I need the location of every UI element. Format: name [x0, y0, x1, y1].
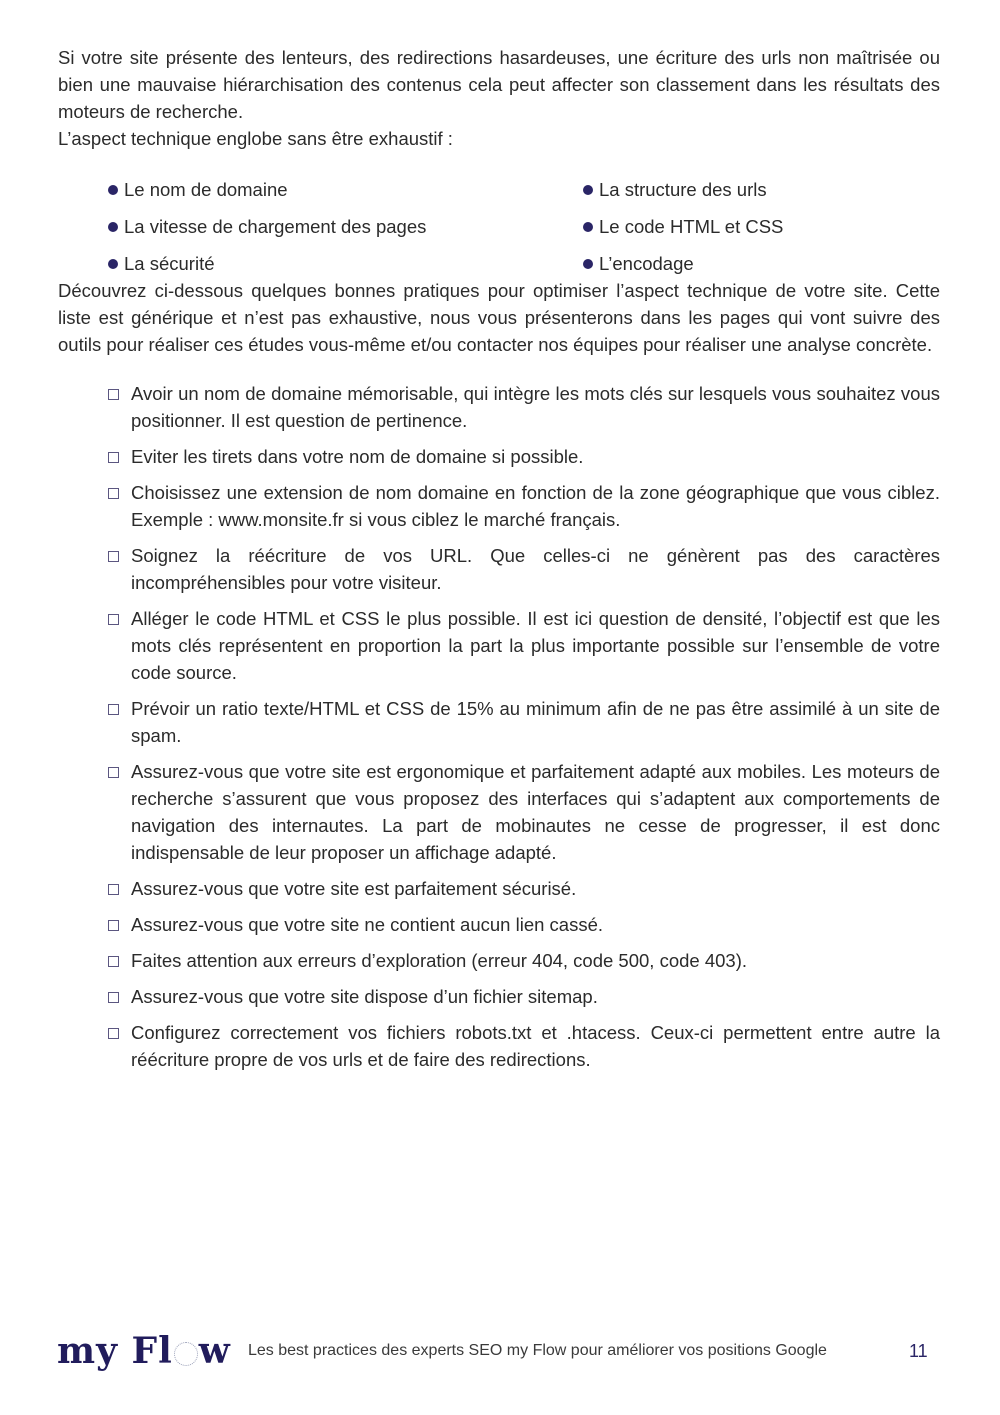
page-footer [0, 1330, 1000, 1380]
best-practices-intro: Découvrez ci-dessous quelques bonnes pratiques pour optimiser l’aspect technique de votre site. Cette liste est générique et n’est pas exhaustive, nous vous présenterons dans les pages qui vont suivre des outils pour réaliser ces études vous-même et/ou contacter nos équipes pour réaliser une analyse concrète. [58, 280, 940, 355]
list-intro: L’aspect technique englobe sans être exhaustif : [58, 128, 453, 149]
checkbox-icon [108, 1028, 119, 1039]
checklist-item: Avoir un nom de domaine mémorisable, qui intègre les mots clés sur lesquels vous souhaitez vous positionner. Il est question de pertinence. [108, 380, 940, 434]
checklist-item: Assurez-vous que votre site ne contient aucun lien cassé. [108, 911, 940, 938]
bullet-icon [583, 222, 593, 232]
bullet-icon [108, 259, 118, 269]
checkbox-icon [108, 704, 119, 715]
checklist-item: Configurez correctement vos fichiers robots.txt et .htacess. Ceux-ci permettent entre autre la réécriture propre de vos urls et de faire des redirections. [108, 1019, 940, 1073]
list-item: L’encodage [583, 250, 983, 277]
checklist-item: Choisissez une extension de nom domaine en fonction de la zone géographique que vous ciblez. Exemple : www.monsite.fr si vous ciblez le marché français. [108, 479, 940, 533]
bullet-icon [108, 185, 118, 195]
checkbox-icon [108, 551, 119, 562]
page-number: 11 [909, 1341, 928, 1361]
bullet-icon [583, 259, 593, 269]
checklist-item: Alléger le code HTML et CSS le plus possible. Il est ici question de densité, l’objectif est que les mots clés représentent en proportion la part la plus importante possible sur l’ensemble de votre code source. [108, 605, 940, 686]
checklist-item: Soignez la réécriture de vos URL. Que celles-ci ne génèrent pas des caractères incompréhensibles pour votre visiteur. [108, 542, 940, 596]
checklist-item: Faites attention aux erreurs d’exploration (erreur 404, code 500, code 403). [108, 947, 940, 974]
checkbox-icon [108, 884, 119, 895]
checkbox-icon [108, 992, 119, 1003]
list-item: La vitesse de chargement des pages [108, 213, 583, 240]
list-item: La structure des urls [583, 176, 983, 203]
myflow-logo: my Fl w [57, 1330, 231, 1372]
checkbox-icon [108, 614, 119, 625]
globe-icon [174, 1342, 198, 1366]
checkbox-icon [108, 389, 119, 400]
checkbox-icon [108, 920, 119, 931]
checkbox-icon [108, 767, 119, 778]
bullet-icon [108, 222, 118, 232]
footer-caption: Les best practices des experts SEO my Flow pour améliorer vos positions Google [248, 1342, 827, 1359]
checklist-item: Prévoir un ratio texte/HTML et CSS de 15% au minimum afin de ne pas être assimilé à un site de spam. [108, 695, 940, 749]
checklist-item: Assurez-vous que votre site est parfaitement sécurisé. [108, 875, 940, 902]
list-item: Le code HTML et CSS [583, 213, 983, 240]
technical-aspects-list [108, 176, 940, 277]
checkbox-icon [108, 452, 119, 463]
list-item: La sécurité [108, 250, 583, 277]
best-practices-checklist [108, 380, 940, 1073]
checkbox-icon [108, 488, 119, 499]
checklist-item: Eviter les tirets dans votre nom de domaine si possible. [108, 443, 940, 470]
checklist-item: Assurez-vous que votre site est ergonomique et parfaitement adapté aux mobiles. Les moteurs de recherche s’assurent que vous proposez des interfaces qui s’adaptent aux comportements de navigation des internautes. La part de mobinautes ne cesse de progresser, il est donc indispensable de leur proposer un affichage adapté. [108, 758, 940, 866]
list-item: Le nom de domaine [108, 176, 583, 203]
intro-paragraph: Si votre site présente des lenteurs, des redirections hasardeuses, une écriture des urls non maîtrisée ou bien une mauvaise hiérarchisation des contenus cela peut affecter son classement dans les résultats des moteurs de recherche. [58, 47, 940, 122]
checkbox-icon [108, 956, 119, 967]
checklist-item: Assurez-vous que votre site dispose d’un fichier sitemap. [108, 983, 940, 1010]
page-content [58, 44, 940, 1082]
bullet-icon [583, 185, 593, 195]
